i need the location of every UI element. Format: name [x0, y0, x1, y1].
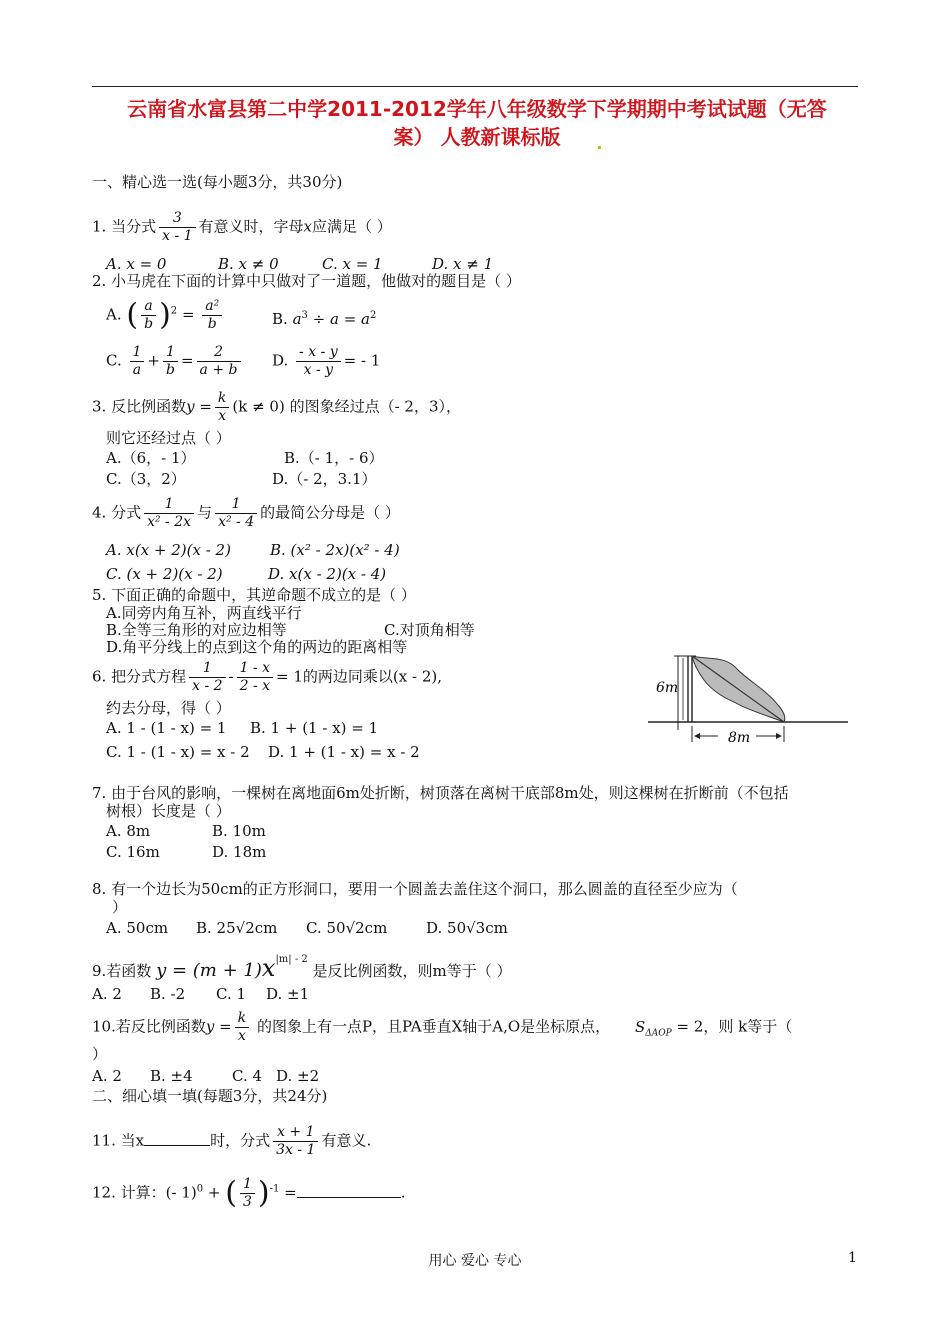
- question-9: 9.若函数 $y = (m + 1)x^{|m| - 2}$ 是反比例函数，则m等于（ ）: [92, 954, 512, 982]
- q9-option-c: C. 1: [216, 985, 247, 1003]
- q8-option-d: D. 50√3cm: [426, 919, 508, 937]
- q6-option-d: D. 1 + (1 - x) = x - 2: [268, 743, 420, 761]
- q8-option-c: C. 50√2cm: [306, 919, 388, 937]
- q10-option-c: C. 4: [232, 1067, 263, 1085]
- q8-line2: ）: [112, 898, 128, 916]
- question-2: 2. 小马虎在下面的计算中只做对了一道题，他做对的题目是（ ）: [92, 272, 521, 290]
- question-11: 11. 当x 时，分式 $\frac{x + 1}{3x - 1}$ 有意义.: [92, 1124, 372, 1158]
- q4-option-a: A. x(x + 2)(x - 2): [106, 541, 231, 559]
- q1-option-a: A. x = 0: [106, 255, 167, 273]
- q8-option-a: A. 50cm: [106, 919, 169, 937]
- q5-option-c: C.对顶角相等: [384, 621, 475, 639]
- q3-option-a: A.（6，- 1）: [106, 449, 196, 467]
- figure-width-label: 8m: [728, 730, 751, 746]
- q3-option-d: D.（- 2，3.1）: [272, 470, 377, 488]
- section-heading-1: 一、精心选一选(每小题3分，共30分): [92, 173, 343, 191]
- q9-option-a: A. 2: [92, 985, 122, 1003]
- q6-option-a: A. 1 - (1 - x) = 1: [106, 719, 227, 737]
- footer-motto: 用心 爱心 专心: [428, 1253, 522, 1269]
- q4-option-b: B. (x² - 2x)(x² - 4): [270, 541, 400, 559]
- q7-line2: 树根）长度是（ ）: [106, 802, 231, 820]
- q1-option-c: C. x = 1: [322, 255, 383, 273]
- page-title-line2: 案） 人教新课标版: [393, 125, 561, 149]
- q5-option-d: D.角平分线上的点到这个角的两边的距离相等: [106, 638, 408, 656]
- q10-option-a: A. 2: [92, 1067, 122, 1085]
- q9-option-d: D. ±1: [266, 985, 310, 1003]
- q10-line2: ）: [92, 1045, 108, 1063]
- question-10: 10.若反比例函数y = $\frac{k}{x}$ 的图象上有一点P，且PA垂直X轴于A,O是坐标原点， $S_{\Delta AOP} = 2$，则 k等于（: [92, 1010, 793, 1044]
- question-5: 5. 下面正确的命题中，其逆命题不成立的是（ ）: [92, 586, 416, 604]
- q7-option-a: A. 8m: [106, 822, 151, 840]
- q11-answer-blank: [144, 1131, 210, 1146]
- q3-line2: 则它还经过点（ ）: [106, 429, 231, 447]
- section-heading-2: 二、细心填一填(每题3分，共24分): [92, 1087, 328, 1105]
- q12-answer-blank: [297, 1183, 401, 1198]
- q1-option-d: D. x ≠ 1: [432, 255, 494, 273]
- q2-option-a: A. ( $\frac{a}{b}$ )$^2$ = $\frac{\text{a²}}{b}$: [106, 298, 225, 333]
- q3-option-c: C.（3，2）: [106, 470, 186, 488]
- q2-option-b: B. $a^3 \div a = a^2$: [272, 310, 377, 328]
- question-1: 1. 当分式 $\frac{3}{x - 1}$ 有意义时，字母x应满足（ ）: [92, 210, 392, 244]
- q2-option-c: C. $\frac{1}{a}$ + $\frac{1}{b}$ = $\frac{2}{a + b}$: [106, 344, 244, 379]
- question-12: 12. 计算：(- 1)$^0$ + ( $\frac{1}{3}$ )$^{-1}$ = .: [92, 1175, 406, 1211]
- q8-option-b: B. 25√2cm: [196, 919, 278, 937]
- header-rule: [92, 86, 858, 87]
- q5-option-b: B.全等三角形的对应边相等: [106, 621, 287, 639]
- decorative-dot: [598, 146, 601, 149]
- question-8: 8. 有一个边长为50cm的正方形洞口，要用一个圆盖去盖住这个洞口，那么圆盖的直径至少应为（: [92, 880, 738, 898]
- q6-option-c: C. 1 - (1 - x) = x - 2: [106, 743, 250, 761]
- q3-option-b: B.（- 1，- 6）: [284, 449, 384, 467]
- page-number: 1: [848, 1250, 857, 1266]
- q1-option-b: B. x ≠ 0: [218, 255, 279, 273]
- q10-option-b: B. ±4: [150, 1067, 193, 1085]
- question-3: 3. 反比例函数y = $\frac{k}{x}$ (k ≠ 0) 的图象经过点（- 2，3），: [92, 390, 462, 424]
- q9-option-b: B. -2: [150, 985, 186, 1003]
- q6-option-b: B. 1 + (1 - x) = 1: [250, 719, 379, 737]
- q4-option-d: D. x(x - 2)(x - 4): [268, 565, 387, 583]
- question-7: 7. 由于台风的影响，一棵树在离地面6m处折断，树顶落在离树干底部8m处，则这棵树在折断前（不包括: [92, 784, 789, 802]
- q5-option-a: A.同旁内角互补，两直线平行: [106, 604, 302, 622]
- q7-option-c: C. 16m: [106, 843, 160, 861]
- question-6: 6. 把分式方程 $\frac{1}{x - 2}$ - $\frac{1 - x}{2 - x}$ = 1的两边同乘以(x - 2),: [92, 660, 443, 694]
- question-4: 4. 分式 $\frac{1}{\text{x² - 2x}}$ 与 $\frac{1}{\text{x² - 4}}$ 的最简公分母是（ ）: [92, 496, 400, 530]
- fraction: $\frac{3}{x - 1}$: [159, 210, 195, 245]
- figure-height-label: 6m: [656, 680, 679, 696]
- tree-figure: [648, 650, 848, 750]
- page-title-line1: 云南省水富县第二中学2011-2012学年八年级数学下学期期中考试试题（无答: [127, 97, 827, 121]
- q7-option-b: B. 10m: [212, 822, 266, 840]
- q4-option-c: C. (x + 2)(x - 2): [106, 565, 223, 583]
- q7-option-d: D. 18m: [212, 843, 267, 861]
- q2-option-d: D. $\frac{- x - y}{x - y}$ = - 1: [272, 344, 381, 378]
- q10-option-d: D. ±2: [276, 1067, 320, 1085]
- q6-line2: 约去分母，得（ ）: [106, 699, 231, 717]
